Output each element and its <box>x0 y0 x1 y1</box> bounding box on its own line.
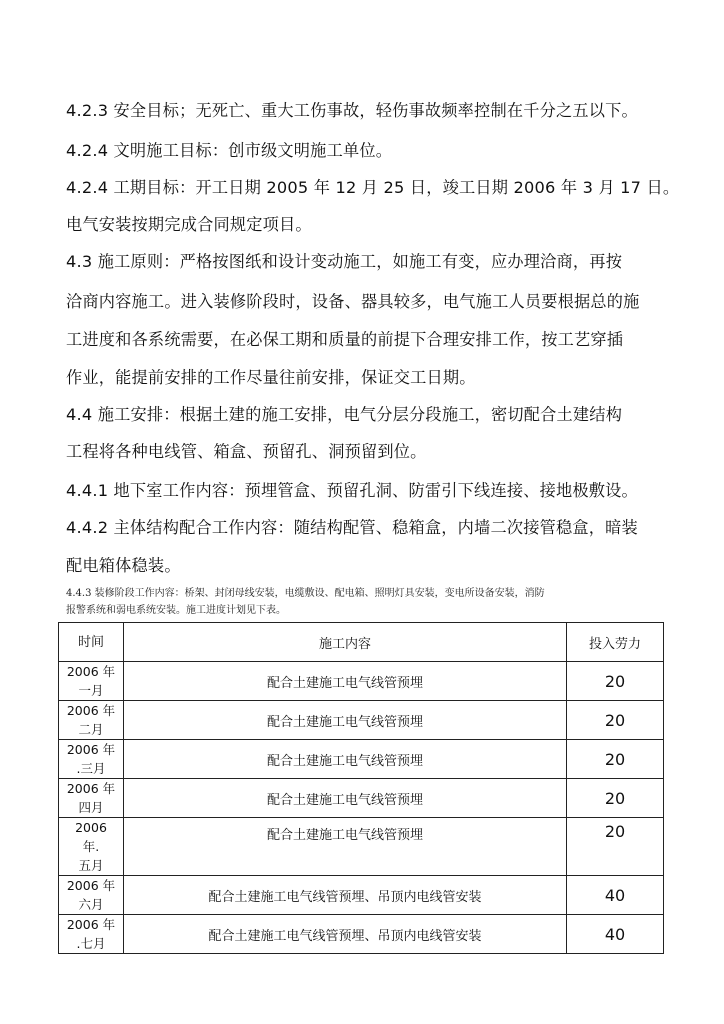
time-month: 一月 <box>78 683 104 698</box>
labor-cell: 40 <box>567 915 664 954</box>
paragraph-text-line: 作业，能提前安排的工作尽量往前安排，保证交工日期。 <box>66 368 476 387</box>
schedule-table <box>58 622 664 954</box>
time-cell <box>59 915 124 954</box>
time-year-suffix: 年. <box>82 839 100 854</box>
paragraph-civil-goal: 4.2.4 文明施工目标：创市级文明施工单位。 <box>66 141 393 160</box>
paragraph-main-structure: 4.4.2 主体结构配合工作内容：随结构配管、稳箱盒，内墙二次接管稳盒，暗装 <box>66 518 638 537</box>
paragraph-safety-goal: 4.2.3 安全目标；无死亡、重大工伤事故，轻伤事故频率控制在千分之五以下。 <box>66 101 638 120</box>
time-cell <box>59 779 124 818</box>
time-month: 六月 <box>78 897 104 912</box>
time-month: .七月 <box>76 936 106 951</box>
content-cell: 配合土建施工电气线管预埋 <box>124 818 567 876</box>
paragraph-schedule-goal: 4.2.4 工期目标：开工日期 2005 年 12 月 25 日，竣工日期 2006 年 3 月 17 日。 <box>66 178 680 197</box>
labor-cell: 20 <box>567 662 664 701</box>
header-labor: 投入劳力 <box>567 623 664 662</box>
time-cell <box>59 701 124 740</box>
table-row <box>59 662 664 701</box>
time-year: 2006 <box>75 820 107 835</box>
paragraph-text-line: 洽商内容施工。进入装修阶段时，设备、器具较多，电气施工人员要根据总的施 <box>66 292 640 311</box>
note-line: 报警系统和弱电系统安装。施工进度计划见下表。 <box>66 605 286 616</box>
content-cell: 配合土建施工电气线管预埋 <box>124 779 567 818</box>
note-line: 4.4.3 装修阶段工作内容：桥架、封闭母线安装，电缆敷设、配电箱、照明灯具安装，变电所设备安装，消防 <box>66 588 545 599</box>
time-month: 五月 <box>78 858 104 873</box>
time-year: 2006 年 <box>66 664 116 679</box>
time-year: 2006 年 <box>66 703 116 718</box>
paragraph-text-line: 电气安装按期完成合同规定项目。 <box>66 215 312 234</box>
header-content: 施工内容 <box>124 623 567 662</box>
labor-cell: 20 <box>567 740 664 779</box>
time-month: .三月 <box>76 761 106 776</box>
content-cell: 配合土建施工电气线管预埋、吊顶内电线管安装 <box>124 876 567 915</box>
time-month: 四月 <box>78 800 104 815</box>
time-cell <box>59 876 124 915</box>
paragraph-text-line: 配电箱体稳装。 <box>66 556 181 575</box>
time-year: 2006 年 <box>66 742 116 757</box>
paragraph-arrangement: 4.4 施工安排：根据土建的施工安排，电气分层分段施工，密切配合土建结构 <box>66 405 623 424</box>
content-cell: 配合土建施工电气线管预埋 <box>124 701 567 740</box>
time-year: 2006 年 <box>66 917 116 932</box>
table-row <box>59 876 664 915</box>
content-cell: 配合土建施工电气线管预埋 <box>124 662 567 701</box>
content-cell: 配合土建施工电气线管预埋、吊顶内电线管安装 <box>124 915 567 954</box>
table-row <box>59 915 664 954</box>
time-cell <box>59 818 124 876</box>
time-cell <box>59 740 124 779</box>
labor-cell: 40 <box>567 876 664 915</box>
time-month: 二月 <box>78 722 104 737</box>
table-row <box>59 779 664 818</box>
paragraph-basement: 4.4.1 地下室工作内容：预埋管盒、预留孔洞、防雷引下线连接、接地极敷设。 <box>66 481 638 500</box>
content-cell: 配合土建施工电气线管预埋 <box>124 740 567 779</box>
time-year: 2006 年 <box>66 878 116 893</box>
paragraph-text-line: 工进度和各系统需要，在必保工期和质量的前提下合理安排工作，按工艺穿插 <box>66 330 624 349</box>
table-row <box>59 740 664 779</box>
time-year: 2006 年 <box>66 781 116 796</box>
header-time: 时间 <box>59 623 124 662</box>
time-cell <box>59 662 124 701</box>
paragraph-text-line: 工程将各种电线管、箱盒、预留孔、洞预留到位。 <box>66 442 427 461</box>
labor-cell: 20 <box>567 818 664 876</box>
paragraph-principle: 4.3 施工原则：严格按图纸和设计变动施工，如施工有变，应办理洽商，再按 <box>66 252 623 271</box>
table-row <box>59 701 664 740</box>
labor-cell: 20 <box>567 701 664 740</box>
table-row <box>59 818 664 876</box>
table-header-row <box>59 623 664 662</box>
labor-cell: 20 <box>567 779 664 818</box>
